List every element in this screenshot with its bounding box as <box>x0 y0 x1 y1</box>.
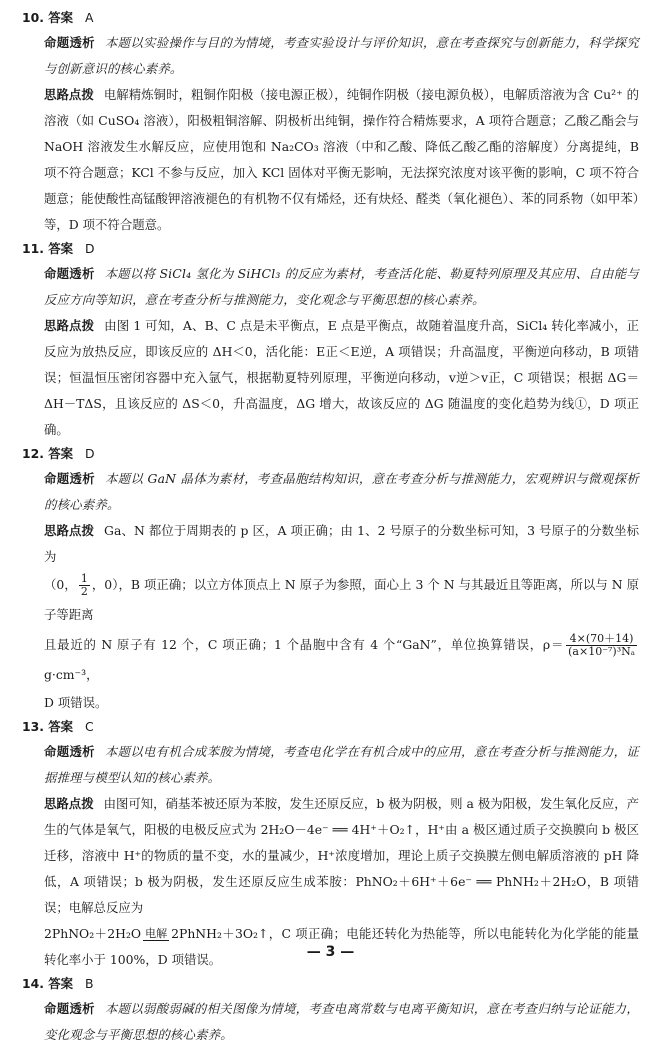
answer-letter: B <box>85 976 94 991</box>
answer-heading <box>22 444 639 464</box>
question-number: 12. 答案 <box>22 446 74 461</box>
answer-heading <box>22 974 639 994</box>
answer-letter: C <box>85 719 94 734</box>
equation-left: 2PhNO₂＋2H₂O <box>44 926 142 941</box>
answer-heading <box>22 717 639 737</box>
mingti-label: 命题透析 <box>44 744 95 759</box>
electrolysis-arrow <box>143 928 169 941</box>
mingti-text: 本题以电有机合成苯胺为情境，考查电化学在有机合成中的应用，意在考查分析与推测能力，证据推理与模型认知的核心素养。 <box>44 744 639 785</box>
silu-paragraph <box>44 82 639 238</box>
silu-paragraph <box>44 313 639 443</box>
silu-label: 思路点拨 <box>44 796 94 811</box>
half-fraction <box>79 573 90 598</box>
fraction-numerator: 1 <box>80 572 88 585</box>
coordinate-open: （0， <box>44 577 77 592</box>
question-number: 13. 答案 <box>22 719 74 734</box>
question-11 <box>22 239 639 443</box>
silu-paragraph <box>44 518 639 570</box>
question-12 <box>22 444 639 716</box>
question-number: 10. 答案 <box>22 10 74 25</box>
density-unit: g·cm⁻³， <box>44 667 99 682</box>
mingti-label: 命题透析 <box>44 1001 95 1016</box>
mingti-paragraph <box>44 739 639 791</box>
silu-text-c: 且最近的 N 原子有 12 个，C 项正确；1 个晶胞中含有 4 个“GaN”，单位换算错误，ρ＝ <box>44 637 565 652</box>
fraction-denominator: 2 <box>80 585 88 598</box>
silu-label: 思路点拨 <box>44 318 95 333</box>
mingti-paragraph <box>44 466 639 518</box>
question-10 <box>22 8 639 238</box>
equation-right: 2PhNH₂＋3O₂↑ <box>171 926 269 941</box>
silu-text-a: 由图可知，硝基苯被还原为苯胺，发生还原反应，b 极为阴极，则 a 极为阳极，发生氧化反应，产生的气体是氧气，阳极的电极反应式为 2H₂O－4e⁻ ══ 4H⁺＋O₂↑，H⁺由 a 极区通过质子交换膜向 b 极区迁移，溶液中 H⁺的物质的量不变，水的量减少，H⁺浓度增加，理论上质子交换膜左侧电解质溶液的 pH 降低，A 项错误；b 极为阴极，发生还原反应生成苯胺：PhNO₂＋6H⁺＋6e⁻ ══ PhNH₂＋2H₂O，B 项错误；电解总反应为 <box>44 796 640 915</box>
silu-text-a: Ga、N 都位于周期表的 p 区，A 项正确；由 1、2 号原子的分数坐标可知，3 号原子的分数坐标为 <box>44 523 640 564</box>
mingti-label: 命题透析 <box>44 266 95 281</box>
answer-heading <box>22 239 639 259</box>
mingti-paragraph <box>44 996 639 1048</box>
silu-text-b: ，C 项正确；电能还转化为热能等，所以电能转化为化学能的能量转化率小于 100%，D 项错误。 <box>44 926 640 967</box>
silu-text: 电解精炼铜时，粗铜作阳极（接电源正极），纯铜作阴极（接电源负极），电解质溶液为含 Cu²⁺ 的溶液（如 CuSO₄ 溶液），阳极粗铜溶解、阴极析出纯铜，操作符合精炼要求，A 项符合题意；乙酸乙酯会与 NaOH 溶液发生水解反应，应使用饱和 Na₂CO₃ 溶液（中和乙酸、降低乙酸乙酯的溶解度）分离提纯，B 项不符合题意；KCl 不参与反应，加入 KCl 固体对平衡无影响，无法探究浓度对该平衡的影响，C 项不符合题意；能使酸性高锰酸钾溶液褪色的有机物不仅有烯烃，还有炔烃、醛类（氧化褪色）、苯的同系物（如甲苯）等，D 项不符合题意。 <box>44 87 639 232</box>
mingti-text: 本题以 GaN 晶体为素材，考查晶胞结构知识，意在考查分析与推测能力，宏观辨识与微观探析的核心素养。 <box>44 471 639 512</box>
silu-text-b: ，0），B 项正确；以立方体顶点上 N 原子为参照，面心上 3 个 N 与其最近且等距离，所以与 N 原子等距离 <box>44 577 639 622</box>
question-14 <box>22 974 639 1048</box>
question-number: 14. 答案 <box>22 976 74 991</box>
fraction-numerator: 4×(70＋14) <box>566 633 637 646</box>
page-number: — 3 — <box>306 944 355 960</box>
mingti-text: 本题以弱酸弱碱的相关图像为情境，考查电离常数与电离平衡知识，意在考查归纳与论证能力，变化观念与平衡思想的核心素养。 <box>44 1001 639 1042</box>
answer-letter: D <box>85 241 95 256</box>
mingti-label: 命题透析 <box>44 471 95 486</box>
answer-letter: A <box>85 10 94 25</box>
mingti-text: 本题以实验操作与目的为情境，考查实验设计与评价知识，意在考查探究与创新能力，科学探究与创新意识的核心素养。 <box>44 35 639 76</box>
silu-text: 由图 1 可知，A、B、C 点是未平衡点，E 点是平衡点，故随着温度升高，SiCl₄ 转化率减小，正反应为放热反应，即该反应的 ΔH＜0，活化能：E正＜E逆，A 项错误；升高温度，平衡逆向移动，B 项错误；恒温恒压密闭容器中充入氩气，根据勒夏特列原理，平衡逆向移动，v逆＞v正，C 项错误；根据 ΔG＝ΔH－TΔS，且该反应的 ΔS＜0，升高温度，ΔG 增大，故该反应的 ΔG 随温度的变化趋势为线①，D 项正确。 <box>44 318 639 437</box>
mingti-label: 命题透析 <box>44 35 95 50</box>
question-number: 11. 答案 <box>22 241 74 256</box>
silu-coordinate-line <box>44 570 639 630</box>
reaction-condition: 电解 <box>145 927 168 940</box>
silu-label: 思路点拨 <box>44 523 95 538</box>
silu-density-line <box>44 630 639 690</box>
answer-letter: D <box>85 446 95 461</box>
fraction-denominator: (a×10⁻⁷)³Nₐ <box>568 645 635 658</box>
silu-text-d: D 项错误。 <box>44 695 108 710</box>
mingti-paragraph <box>44 30 639 82</box>
question-13 <box>22 717 639 973</box>
silu-conclusion <box>44 690 639 716</box>
silu-label: 思路点拨 <box>44 87 94 102</box>
silu-paragraph <box>44 791 639 921</box>
mingti-text: 本题以将 SiCl₄ 氢化为 SiHCl₃ 的反应为素材，考查活化能、勒夏特列原理及其应用、自由能与反应方向等知识，意在考查分析与推测能力，变化观念与平衡思想的核心素养。 <box>44 266 639 307</box>
mingti-paragraph <box>44 261 639 313</box>
answer-heading <box>22 8 639 28</box>
density-fraction <box>566 633 637 658</box>
